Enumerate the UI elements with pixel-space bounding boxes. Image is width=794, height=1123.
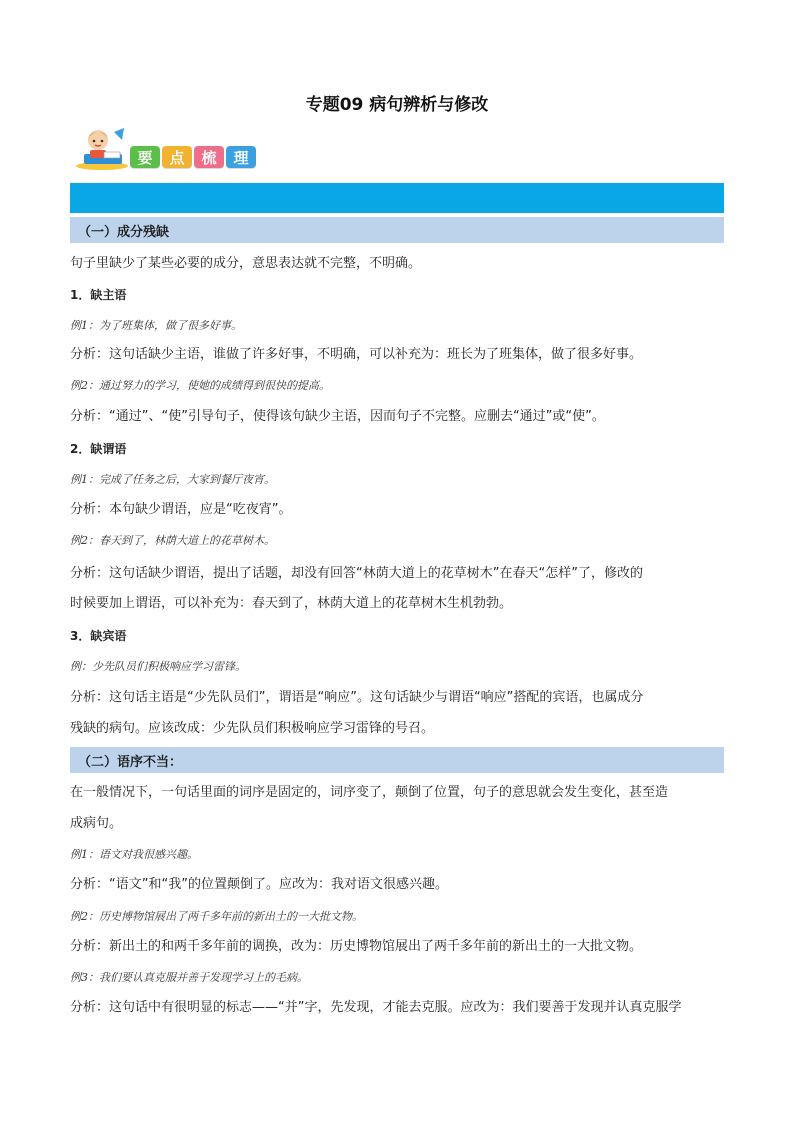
section-heading-2: （二）语序不当： — [70, 747, 724, 773]
s1-heading-predicate: 2．缺谓语 — [70, 442, 127, 456]
s2-example-2: 例2：历史博物馆展出了两千多年前的新出土的一大批文物。 — [70, 910, 363, 923]
section-heading-1: （一）成分残缺 — [70, 217, 724, 243]
s2-intro-a: 在一般情况下，一句话里面的词序是固定的，词序变了，颠倒了位置，句子的意思就会发生变化，甚至造 — [70, 785, 669, 800]
badge-char-2: 点 — [162, 146, 192, 168]
s1-intro: 句子里缺少了某些必要的成分，意思表达就不完整，不明确。 — [70, 256, 422, 271]
s1-analysis-3: 分析：本句缺少谓语，应是“吃夜宵”。 — [70, 502, 292, 517]
s1-heading-subject: 1．缺主语 — [70, 288, 127, 302]
badge-char-3: 梳 — [194, 146, 224, 168]
s1-example-4: 例2：春天到了，林荫大道上的花草树木。 — [70, 534, 275, 547]
s1-example-2: 例2：通过努力的学习，使她的成绩得到很快的提高。 — [70, 379, 330, 392]
badge-row — [130, 146, 256, 168]
s1-example-1: 例1：为了班集体，做了很多好事。 — [70, 319, 242, 332]
s1-heading-object: 3．缺宾语 — [70, 629, 127, 643]
s1-analysis-5b: 残缺的病句。应该改成：少先队员们积极响应学习雷锋的号召。 — [70, 721, 435, 736]
s1-example-5: 例：少先队员们积极响应学习雷锋。 — [70, 660, 246, 673]
s2-analysis-2: 分析：新出土的和两千多年前的调换，改为：历史博物馆展出了两千多年前的新出土的一大批文物。 — [70, 939, 643, 954]
s1-analysis-4a: 分析：这句话缺少谓语，提出了话题，却没有回答“林荫大道上的花草树木”在春天“怎样”了，修改的 — [70, 566, 643, 581]
s2-example-3: 例3：我们要认真克服并善于发现学习上的毛病。 — [70, 971, 308, 984]
s2-analysis-1: 分析：“语文”和“我”的位置颠倒了。应改为：我对语文很感兴趣。 — [70, 877, 448, 892]
badge-char-4: 理 — [226, 146, 256, 168]
s1-analysis-1: 分析：这句话缺少主语，谁做了许多好事，不明确，可以补充为：班长为了班集体，做了很多好事。 — [70, 347, 643, 362]
blue-banner — [70, 183, 724, 213]
s1-analysis-4b: 时候要加上谓语，可以补充为：春天到了，林荫大道上的花草树木生机勃勃。 — [70, 596, 513, 611]
s1-analysis-5a: 分析：这句话主语是“少先队员们”，谓语是“响应”。这句话缺少与谓语“响应”搭配的宾语，也属成分 — [70, 690, 644, 705]
s2-intro-b: 成病句。 — [70, 816, 123, 831]
page-title: 专题09 病句辨析与修改 — [305, 95, 489, 115]
s2-example-1: 例1：语文对我很感兴趣。 — [70, 848, 198, 861]
student-reading-icon — [74, 126, 130, 170]
s1-analysis-2: 分析：“通过”、“使”引导句子，使得该句缺少主语，因而句子不完整。应删去“通过”或“使”。 — [70, 409, 605, 424]
s2-analysis-3: 分析：这句话中有很明显的标志——“并”字，先发现，才能去克服。应改为：我们要善于发现并认真克服学 — [70, 1000, 682, 1015]
s1-example-3: 例1：完成了任务之后，大家到餐厅夜宵。 — [70, 473, 275, 486]
badge-char-1: 要 — [130, 146, 160, 168]
